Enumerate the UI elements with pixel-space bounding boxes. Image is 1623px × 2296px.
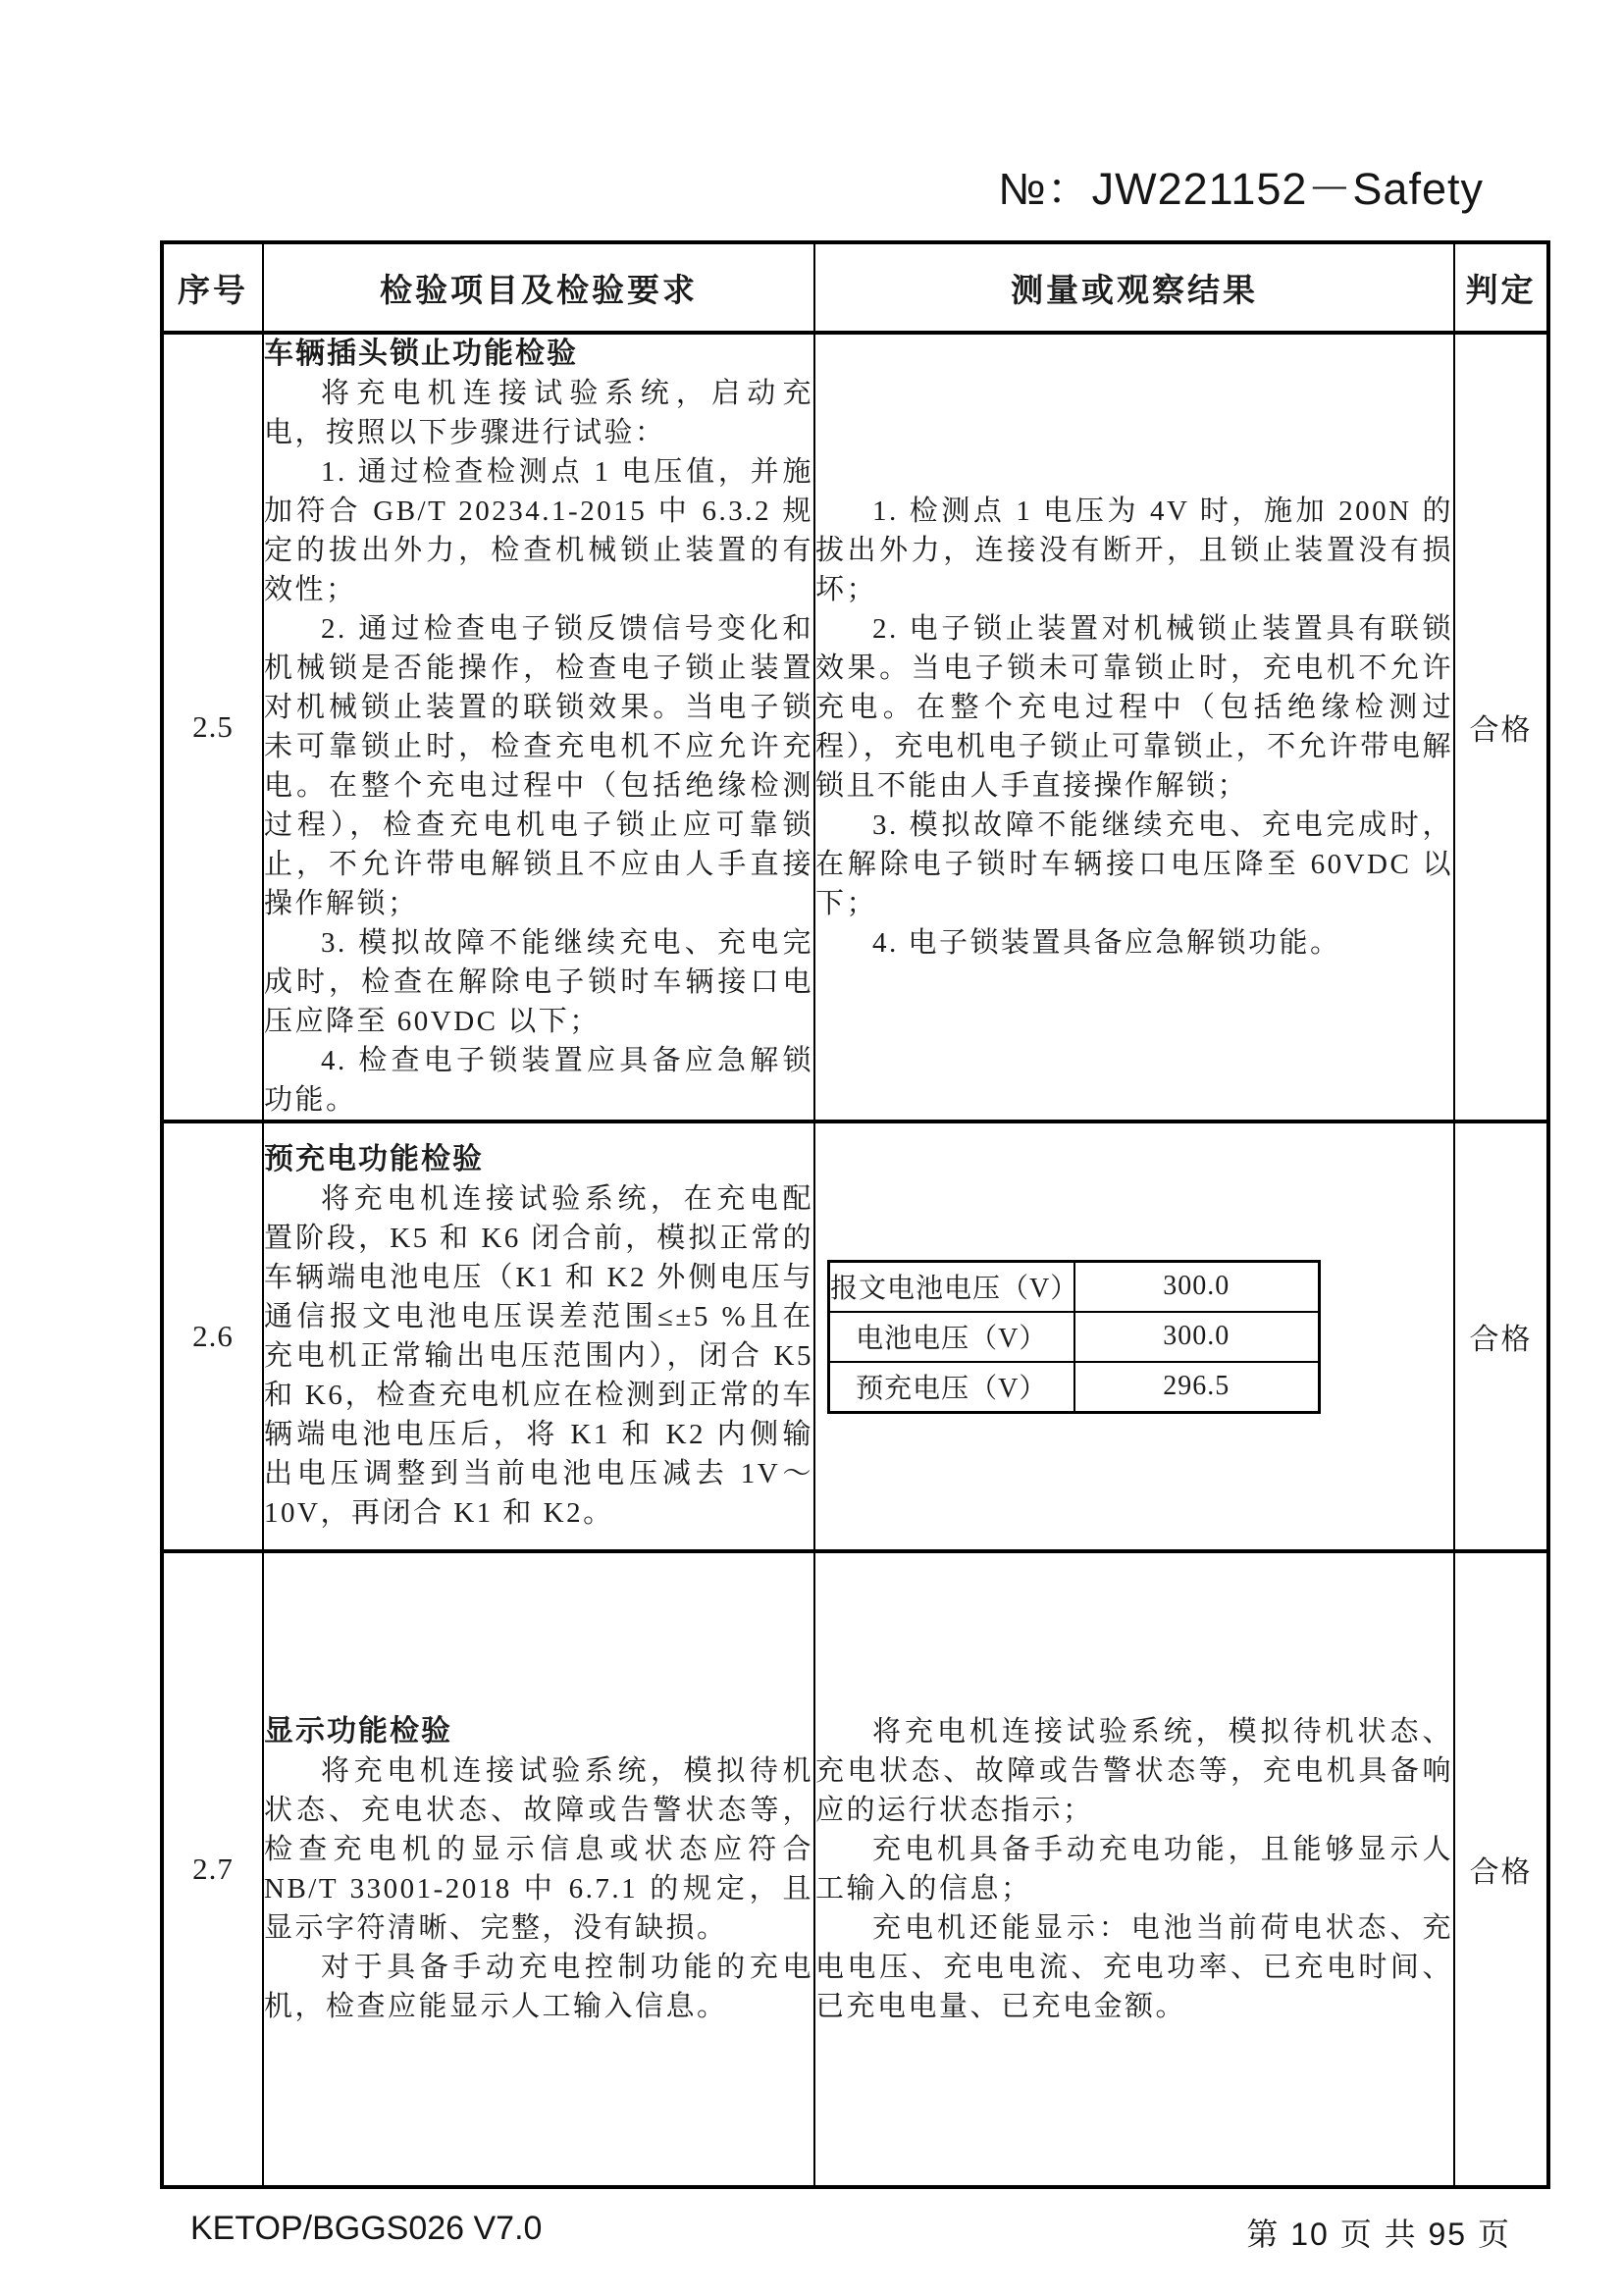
row-seq: 2.5 xyxy=(162,333,263,1122)
requirement-paragraph: 2. 通过检查电子锁反馈信号变化和机械锁是否能操作，检查电子锁止装置对机械锁止装置的联锁效果。当电子锁未可靠锁止时，检查充电机不应允许充电。在整个充电过程中（包括绝缘检测过程），检查充电机电子锁止应可靠锁止，不允许带电解锁且不应由人手直接操作解锁； xyxy=(264,613,813,919)
measurement-row xyxy=(829,1261,1320,1312)
requirement-paragraph: 将充电机连接试验系统，在充电配置阶段，K5 和 K6 闭合前，模拟正常的车辆端电池电压（K1 和 K2 外侧电压与通信报文电池电压误差范围≤±5 %且在充电机正常输出电压范围内），闭合 K5 和 K6，检查充电机应在检测到正常的车辆端电池电压后，将 K1 和 K2 内侧输出电压调整到当前电池电压减去 1V～10V，再闭合 K1 和 K2。 xyxy=(264,1183,813,1529)
page-indicator: 第 10 页 共 95 页 xyxy=(1246,2217,1511,2252)
form-number: KETOP/BGGS026 V7.0 xyxy=(190,2210,543,2247)
column-header-result: 测量或观察结果 xyxy=(814,242,1454,333)
result-paragraph: 3. 模拟故障不能继续充电、充电完成时，在解除电子锁时车辆接口电压降至 60VDC 以下； xyxy=(815,809,1453,919)
column-header-requirement: 检验项目及检验要求 xyxy=(263,242,814,333)
measurement-label: 报文电池电压（V） xyxy=(829,1261,1074,1312)
row-verdict: 合格 xyxy=(1454,333,1548,1122)
column-header-verdict: 判定 xyxy=(1454,242,1548,333)
requirement-paragraph: 3. 模拟故障不能继续充电、充电完成时，检查在解除电子锁时车辆接口电压应降至 60VDC 以下； xyxy=(264,927,813,1037)
requirement-paragraph: 1. 通过检查检测点 1 电压值，并施加符合 GB/T 20234.1-2015 中 6.3.2 规定的拔出外力，检查机械锁止装置的有效性； xyxy=(264,456,813,605)
table-header-row xyxy=(162,242,1548,333)
result-paragraph: 4. 电子锁装置具备应急解锁功能。 xyxy=(872,927,1341,959)
row-seq: 2.6 xyxy=(162,1122,263,1551)
measurement-value: 296.5 xyxy=(1074,1362,1320,1413)
measurement-label: 电池电压（V） xyxy=(829,1312,1074,1362)
result-paragraph: 将充电机连接试验系统，模拟待机状态、充电状态、故障或告警状态等，充电机具备响应的运行状态指示； xyxy=(815,1716,1453,1826)
measurement-label: 预充电压（V） xyxy=(829,1362,1074,1413)
result-paragraph: 充电机具备手动充电功能，且能够显示人工输入的信息； xyxy=(815,1834,1453,1905)
row-verdict: 合格 xyxy=(1454,1551,1548,2187)
requirement-paragraph: 4. 检查电子锁装置应具备应急解锁功能。 xyxy=(264,1045,813,1116)
table-row xyxy=(162,1551,1548,2187)
row-requirement-cell xyxy=(263,1122,814,1551)
requirement-paragraph: 对于具备手动充电控制功能的充电机，检查应能显示人工输入信息。 xyxy=(264,1952,813,2022)
measurement-value: 300.0 xyxy=(1074,1261,1320,1312)
row-result-cell xyxy=(814,1122,1454,1551)
requirement-title: 显示功能检验 xyxy=(264,1715,452,1748)
table-row xyxy=(162,333,1548,1122)
inspection-table xyxy=(160,240,1550,2189)
measurement-table xyxy=(827,1260,1321,1414)
requirement-paragraph: 将充电机连接试验系统，启动充电，按照以下步骤进行试验： xyxy=(264,378,813,448)
table-row xyxy=(162,1122,1548,1551)
row-seq: 2.7 xyxy=(162,1551,263,2187)
requirement-title: 预充电功能检验 xyxy=(264,1143,484,1175)
row-result-cell xyxy=(814,1551,1454,2187)
document-number: №：JW221152－Safety xyxy=(998,164,1484,214)
measurement-value: 300.0 xyxy=(1074,1312,1320,1362)
result-paragraph: 2. 电子锁止装置对机械锁止装置具有联锁效果。当电子锁未可靠锁止时，充电机不允许充电。在整个充电过程中（包括绝缘检测过程），充电机电子锁止可靠锁止，不允许带电解锁且不能由人手直接操作解锁； xyxy=(815,613,1453,802)
requirement-paragraph: 将充电机连接试验系统，模拟待机状态、充电状态、故障或告警状态等，检查充电机的显示信息或状态应符合 NB/T 33001-2018 中 6.7.1 的规定，且显示字符清晰、完整，没有缺损。 xyxy=(264,1755,813,1944)
row-result-cell xyxy=(814,333,1454,1122)
result-paragraph: 1. 检测点 1 电压为 4V 时，施加 200N 的拔出外力，连接没有断开，且锁止装置没有损坏； xyxy=(815,496,1453,605)
result-paragraph: 充电机还能显示：电池当前荷电状态、充电电压、充电电流、充电功率、已充电时间、已充电电量、已充电金额。 xyxy=(815,1912,1453,2022)
column-header-seq: 序号 xyxy=(162,242,263,333)
row-verdict: 合格 xyxy=(1454,1122,1548,1551)
measurement-row xyxy=(829,1362,1320,1413)
requirement-title: 车辆插头锁止功能检验 xyxy=(264,338,578,370)
row-requirement-cell xyxy=(263,1551,814,2187)
row-requirement-cell xyxy=(263,333,814,1122)
measurement-row xyxy=(829,1312,1320,1362)
